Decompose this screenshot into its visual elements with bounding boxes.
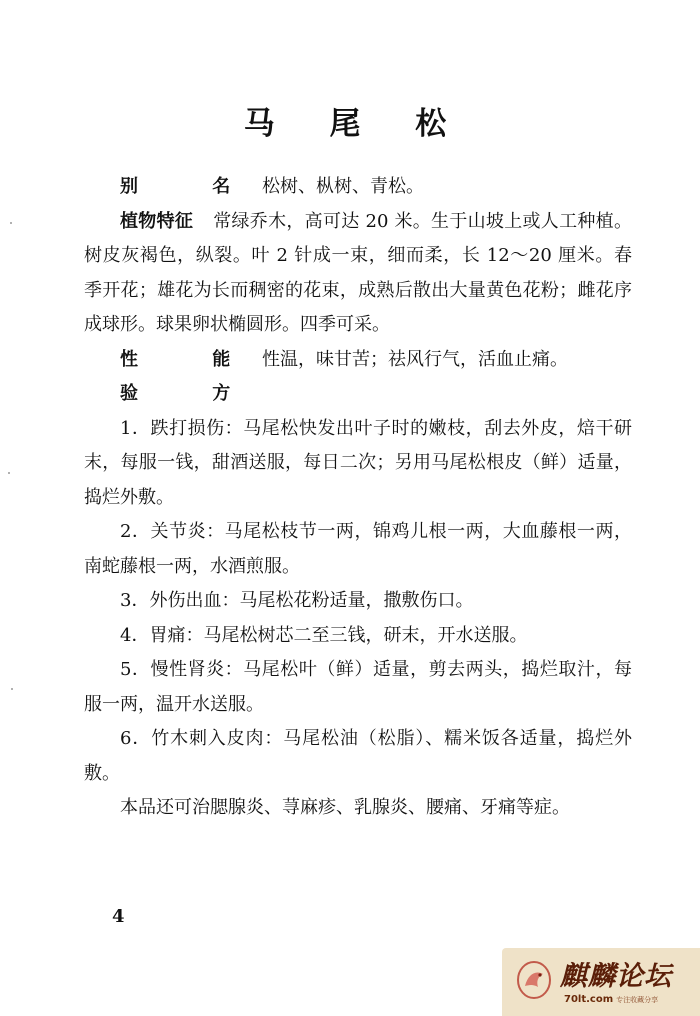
prescriptions-heading-paragraph	[84, 377, 632, 412]
features-paragraph	[84, 205, 632, 343]
watermark-logo-text: 麒麟论坛	[560, 961, 672, 992]
prescription-item: 3．外伤出血：马尾松花粉适量，撒敷伤口。	[120, 590, 474, 611]
properties-text: 性温，味甘苦；祛风行气，活血止痛。	[262, 348, 569, 370]
forum-watermark	[502, 948, 700, 1016]
prescription-item: 5．慢性肾炎：马尾松叶（鲜）适量，剪去两头，捣烂取汁，每服一两，温开水送服。	[84, 659, 632, 715]
prescriptions-label: 验 方	[120, 383, 265, 404]
properties-label: 性 能	[120, 348, 265, 370]
prescription-item: 1．跌打损伤：马尾松快发出叶子时的嫩枝，刮去外皮，焙干研末，每服一钱，甜酒送服，每日二次；另用马尾松根皮（鲜）适量，捣烂外敷。	[84, 417, 632, 508]
qilin-logo-icon	[516, 960, 552, 1000]
watermark-url	[564, 994, 658, 1005]
aliases-paragraph	[84, 170, 632, 205]
prescription-item: 2．关节炎：马尾松枝节一两，锦鸡儿根一两，大血藤根一两，南蛇藤根一两，水酒煎服。	[84, 521, 632, 577]
properties-paragraph	[84, 343, 632, 378]
watermark-slogan: 专注收藏分享	[616, 996, 659, 1004]
entry-body	[84, 170, 632, 826]
aliases-label: 别 名	[120, 176, 265, 197]
features-text: 常绿乔木，高可达 20 米。生于山坡上或人工种植。树皮灰褐色，纵裂。叶 2 针成一束，细而柔，长 12～20 厘米。春季开花；雄花为长而稠密的花束，成熟后散出大量黄色花粉；雌花序成球形。球果卵状椭圆形。四季可采。	[84, 210, 632, 335]
watermark-url-text: 70lt.com	[564, 994, 614, 1005]
scan-speck	[8, 472, 10, 474]
scan-speck	[10, 222, 12, 224]
page-number: 4	[112, 906, 125, 927]
prescription-item: 6．竹木刺入皮肉：马尾松油（松脂）、糯米饭各适量，捣烂外敷。	[84, 728, 632, 784]
prescription-item: 4．胃痛：马尾松树芯二至三钱，研末，开水送服。	[120, 624, 528, 646]
closing-note: 本品还可治腮腺炎、荨麻疹、乳腺炎、腰痛、牙痛等症。	[120, 797, 570, 818]
aliases-text: 松树、枞树、青松。	[262, 176, 425, 197]
scan-speck	[11, 688, 13, 690]
features-label: 植物特征	[120, 210, 194, 232]
page-title: 马 尾 松	[243, 106, 469, 142]
